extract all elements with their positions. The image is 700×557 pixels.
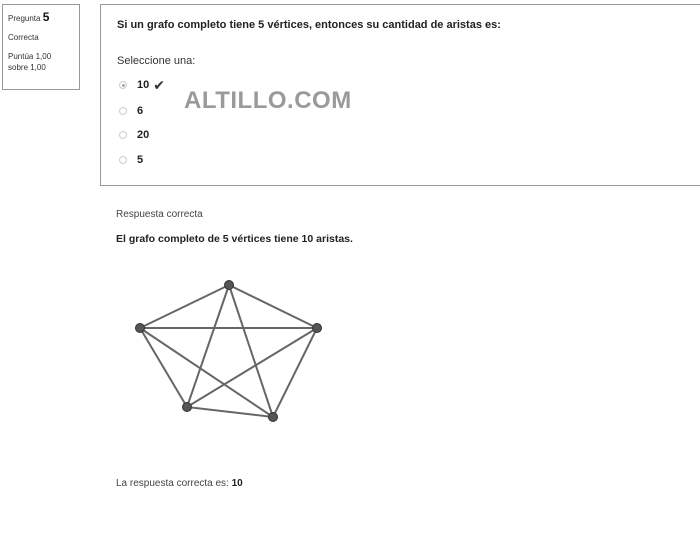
correct-answer-value: 10	[231, 478, 243, 489]
option-label: 20	[137, 129, 150, 141]
option-label: 6	[137, 105, 144, 117]
graph-vertex	[136, 324, 145, 333]
graph-edge	[140, 328, 273, 417]
graph-edge	[229, 285, 273, 417]
graph-vertex	[225, 281, 234, 290]
graph-vertex	[183, 403, 192, 412]
question-number: 5	[42, 10, 50, 24]
question-label: Pregunta	[8, 14, 41, 23]
option-label: 10	[137, 79, 150, 91]
correct-answer-prefix: La respuesta correcta es:	[116, 478, 232, 489]
feedback-title: Respuesta correcta	[116, 209, 203, 220]
question-status: Correcta	[8, 33, 39, 42]
graph-vertex	[269, 413, 278, 422]
graph-edges	[140, 285, 317, 417]
correct-answer-line	[116, 478, 243, 489]
question-text: Si un grafo completo tiene 5 vértices, entonces su cantidad de aristas es:	[117, 19, 501, 31]
select-prompt: Seleccione una:	[117, 55, 196, 67]
option-label: 5	[137, 154, 144, 166]
watermark: ALTILLO.COM	[184, 87, 352, 114]
checkmark-icon: ✔	[153, 77, 165, 93]
graph-vertex	[313, 324, 322, 333]
graph-edge	[140, 328, 187, 407]
graph-vertices	[136, 281, 322, 422]
grade-line-1: Puntúa 1,00	[8, 52, 52, 61]
feedback-explanation: El grafo completo de 5 vértices tiene 10 aristas.	[116, 233, 353, 245]
grade-line-2: sobre 1,00	[8, 63, 46, 72]
